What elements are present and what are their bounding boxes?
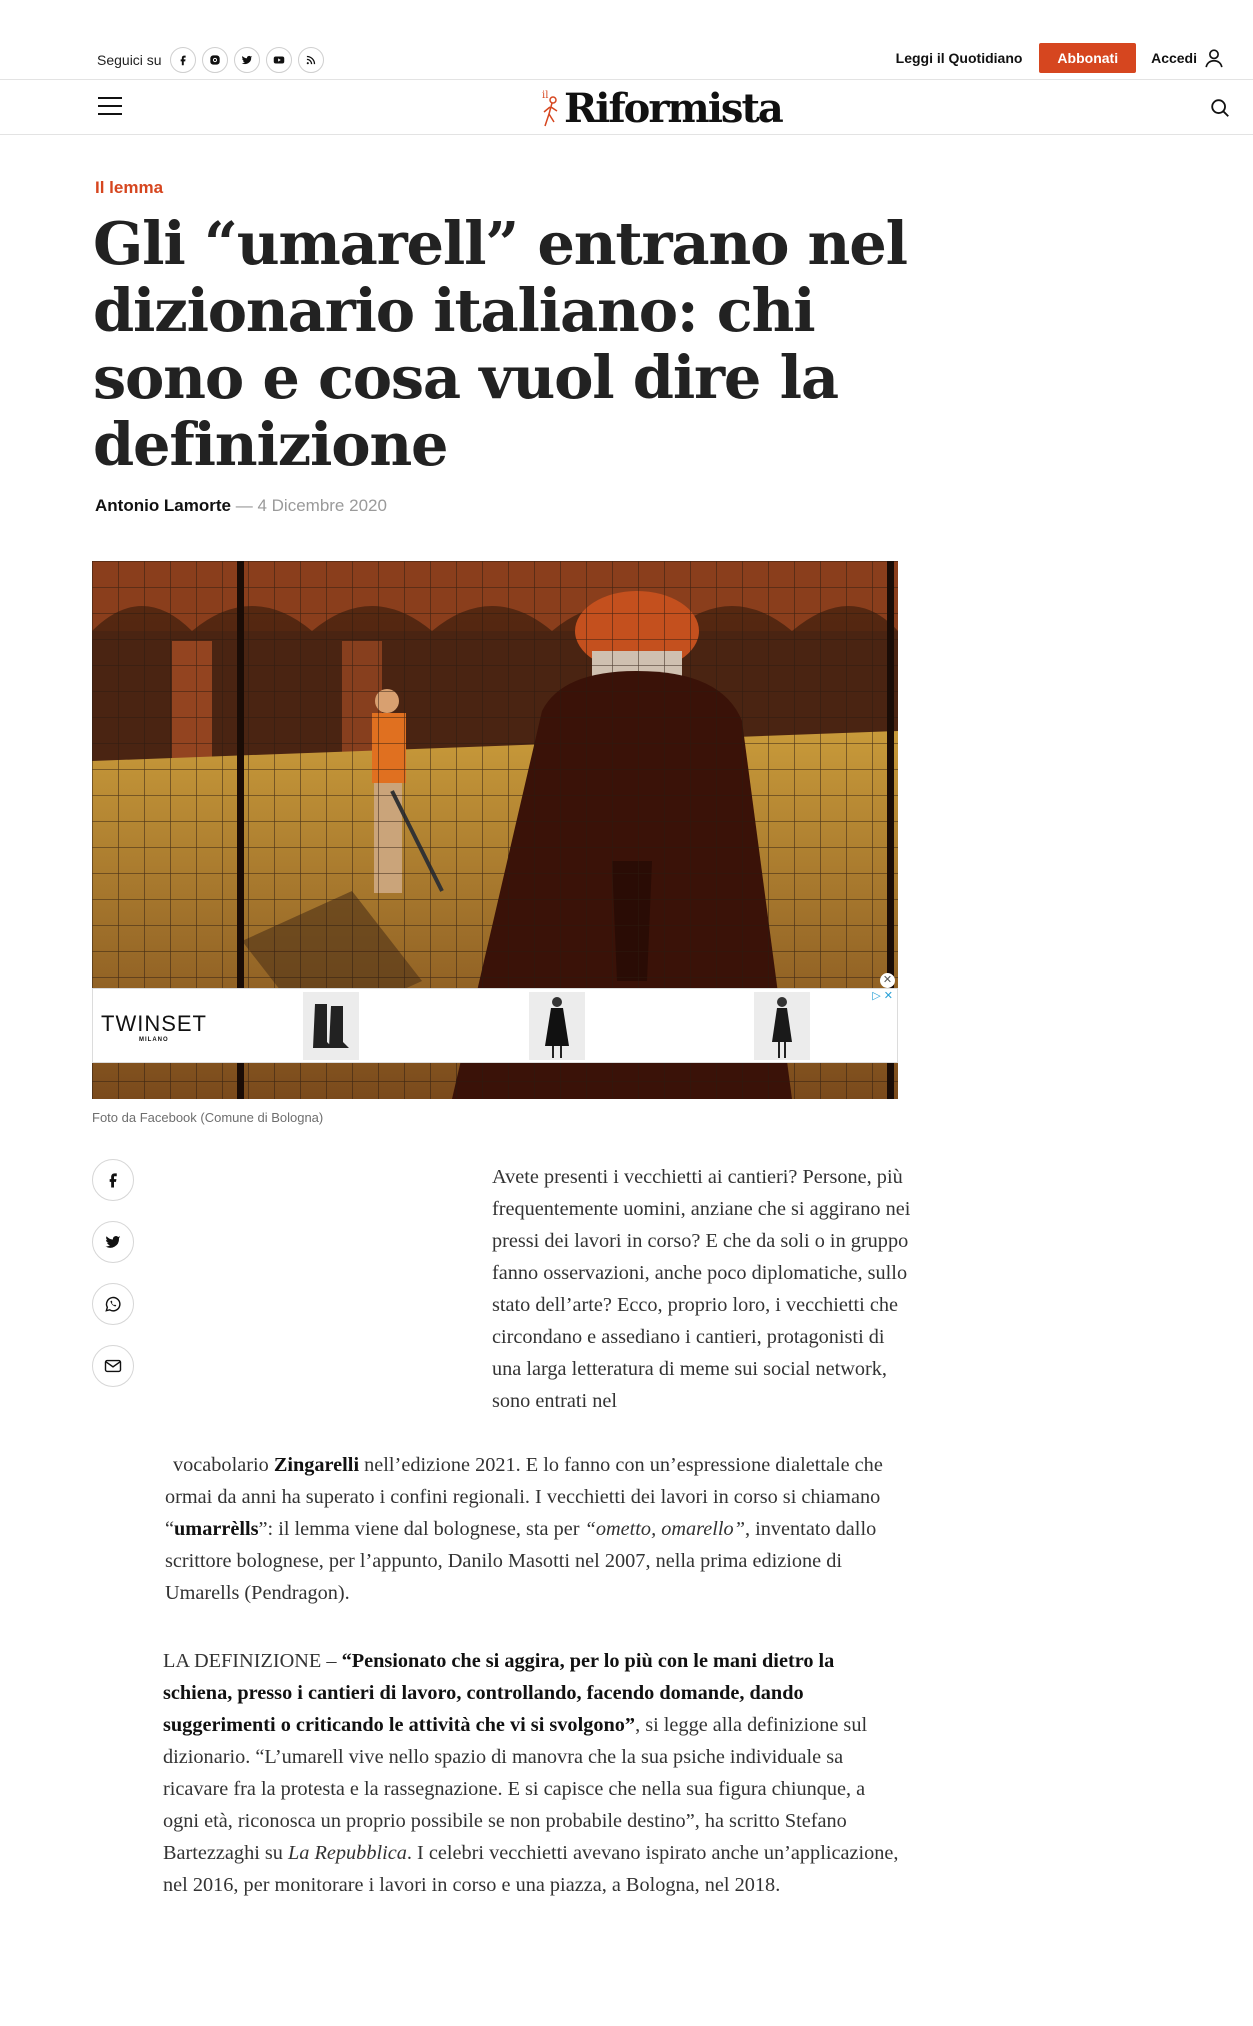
instagram-icon[interactable] (202, 47, 228, 73)
ad-product-dress-1[interactable] (529, 992, 585, 1060)
read-newspaper-link[interactable]: Leggi il Quotidiano (895, 50, 1023, 66)
p2-text-c: . I celebri vecchietti avevano ispirato anche un’applicazione, nel 2016, per monitorare i lavori in corso e una piazza, a Bologna, nel 2018. (163, 1842, 899, 1896)
p2-definition-quote: “Pensionato che si aggira, per lo più con le mani dietro la schiena, presso i cantieri di lavoro, controllando, facendo domande, dando suggerimenti o criticando le attività che vi si svolgono” (163, 1650, 835, 1736)
paragraph-2 (163, 1645, 903, 1901)
p1-zingarelli: Zingarelli (273, 1454, 360, 1476)
menu-icon[interactable] (98, 97, 122, 117)
share-facebook-button[interactable] (92, 1159, 134, 1201)
facebook-icon (103, 1170, 123, 1190)
login-link[interactable]: Accedi (1151, 50, 1197, 66)
p1-umarrells: umarrèlls (174, 1518, 259, 1540)
p2-text-b: , si legge alla definizione sul dizionario. “L’umarell vive nello spazio di manovra che la sua psiche individuale sa ricavare fra la protesta e la rassegnazione. E si capisce che nella sua figura chiunque, a ogni età, riconosca un proprio possibile se non probabile destino”, ha scritto Stefano Bartezzaghi su (163, 1714, 868, 1864)
paragraph-1 (165, 1449, 905, 1609)
p1-text-c: ”: il lemma viene dal bolognese, sta per (258, 1518, 585, 1540)
whatsapp-icon (103, 1294, 123, 1314)
category-kicker[interactable]: Il lemma (95, 178, 164, 197)
p2-text-a: LA DEFINIZIONE – (163, 1650, 342, 1672)
p1-ometto: “ometto, omarello” (584, 1518, 745, 1540)
email-icon (103, 1356, 123, 1376)
article-title: Gli “umarell” entrano nel dizionario italiano: chi sono e cosa vuol dire la definizione (93, 209, 907, 479)
p2-repubblica: La Repubblica (288, 1842, 407, 1864)
twitter-icon[interactable] (234, 47, 260, 73)
byline (95, 496, 387, 516)
site-logo[interactable] (540, 86, 782, 132)
ad-product-boots[interactable] (303, 992, 359, 1060)
nav-bar (0, 80, 1253, 135)
facebook-icon[interactable] (170, 47, 196, 73)
author-link[interactable]: Antonio Lamorte (95, 496, 231, 515)
ad-product-dress-2[interactable] (754, 992, 810, 1060)
top-bar (0, 0, 1253, 80)
ad-brand: TWINSET (101, 1011, 207, 1036)
share-whatsapp-button[interactable] (92, 1283, 134, 1325)
date-separator: — (235, 496, 253, 515)
paragraph-1-intro: Avete presenti i vecchietti ai cantieri? Persone, più frequentemente uomini, anziane che si aggirano nei pressi dei lavori in corso? E che da soli o in gruppo fanno osservazioni, anche poco diplomatiche, sullo stato dell’arte? Ecco, proprio loro, i vecchietti che circondano e assediano i cantieri, protagonisti di una larga letteratura di meme sui social network, sono entrati nel (492, 1166, 911, 1412)
twitter-icon (103, 1232, 123, 1252)
user-icon[interactable] (1203, 47, 1225, 69)
publish-date: 4 Dicembre 2020 (257, 496, 387, 515)
share-twitter-button[interactable] (92, 1221, 134, 1263)
logo-prefix: il (542, 90, 549, 101)
ad-close-button[interactable]: ✕ (880, 973, 895, 988)
ad-choices-icon[interactable]: ▷ ✕ (872, 990, 893, 1002)
subscribe-button[interactable]: Abbonati (1039, 43, 1136, 73)
rss-icon[interactable] (298, 47, 324, 73)
image-caption: Foto da Facebook (Comune di Bologna) (92, 1110, 324, 1125)
youtube-icon[interactable] (266, 47, 292, 73)
p1-text-d: , inventato dallo scrittore bolognese, per l’appunto, Danilo Masotti nel 2007, nella prima edizione di Umarells (Pendragon). (165, 1518, 877, 1604)
top-actions (896, 43, 1225, 73)
ad-banner[interactable] (92, 974, 898, 1063)
logo-figure-icon (540, 92, 562, 132)
follow-label: Seguici su (97, 52, 162, 68)
logo-text: Riformista (564, 85, 782, 132)
search-icon[interactable] (1209, 97, 1231, 119)
ad-brand-sub: MILANO (139, 1037, 169, 1043)
p1-text-b: nell’edizione 2021. E lo fanno con un’espressione dialettale che ormai da anni ha superato i confini regionali. I vecchietti dei lavori in corso si chiamano “ (165, 1454, 883, 1540)
share-email-button[interactable] (92, 1345, 134, 1387)
follow-us (97, 47, 330, 73)
p1-text-a: vocabolario (173, 1454, 274, 1476)
